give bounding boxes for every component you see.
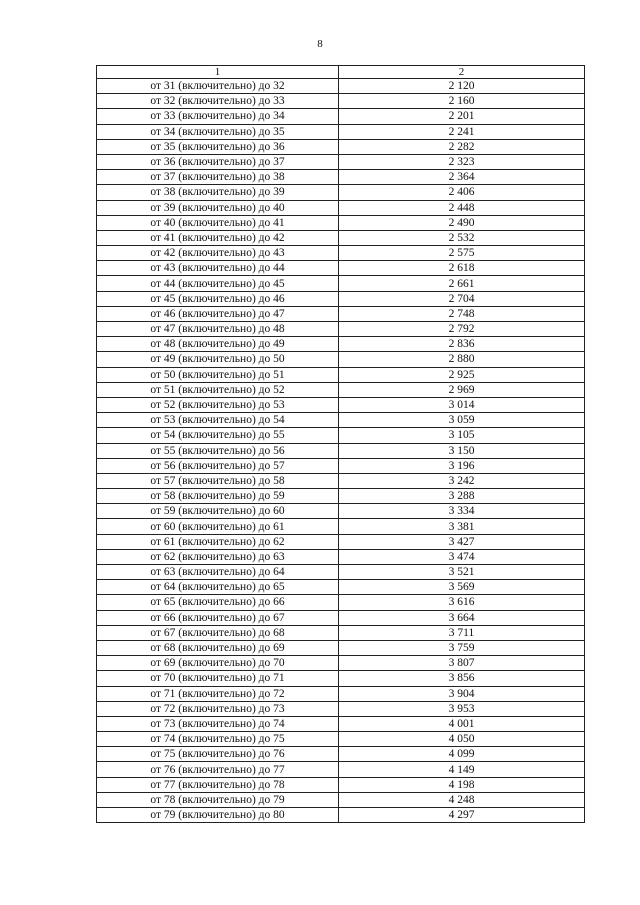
range-cell: от 69 (включительно) до 70: [97, 656, 339, 671]
page-number: 8: [317, 38, 323, 50]
value-cell: 2 448: [339, 200, 585, 215]
value-cell: 2 748: [339, 306, 585, 321]
table-row: [97, 686, 585, 701]
value-cell: 4 149: [339, 762, 585, 777]
value-cell: 2 364: [339, 170, 585, 185]
value-cell: 4 050: [339, 732, 585, 747]
range-cell: от 46 (включительно) до 47: [97, 306, 339, 321]
value-cell: 2 836: [339, 337, 585, 352]
value-cell: 2 323: [339, 154, 585, 169]
range-cell: от 58 (включительно) до 59: [97, 489, 339, 504]
range-cell: от 68 (включительно) до 69: [97, 640, 339, 655]
range-cell: от 47 (включительно) до 48: [97, 322, 339, 337]
table-row: [97, 352, 585, 367]
range-cell: от 53 (включительно) до 54: [97, 413, 339, 428]
range-cell: от 70 (включительно) до 71: [97, 671, 339, 686]
value-cell: 2 661: [339, 276, 585, 291]
table-row: [97, 595, 585, 610]
value-cell: 3 059: [339, 413, 585, 428]
value-cell: 3 759: [339, 640, 585, 655]
table-row: [97, 261, 585, 276]
column-header-2: 2: [339, 66, 585, 79]
value-cell: 2 880: [339, 352, 585, 367]
table-row: [97, 185, 585, 200]
table-row: [97, 413, 585, 428]
value-cell: 3 105: [339, 428, 585, 443]
range-cell: от 36 (включительно) до 37: [97, 154, 339, 169]
value-cell: 3 521: [339, 565, 585, 580]
value-cell: 2 792: [339, 322, 585, 337]
range-cell: от 50 (включительно) до 51: [97, 367, 339, 382]
table-header-row: [97, 66, 585, 79]
range-cell: от 65 (включительно) до 66: [97, 595, 339, 610]
value-cell: 3 288: [339, 489, 585, 504]
table-row: [97, 808, 585, 823]
range-cell: от 38 (включительно) до 39: [97, 185, 339, 200]
value-cell: 4 099: [339, 747, 585, 762]
value-cell: 3 953: [339, 701, 585, 716]
range-cell: от 51 (включительно) до 52: [97, 382, 339, 397]
table-row: [97, 519, 585, 534]
value-cell: 2 490: [339, 215, 585, 230]
table-row: [97, 139, 585, 154]
value-cell: 3 616: [339, 595, 585, 610]
value-cell: 2 532: [339, 230, 585, 245]
range-cell: от 48 (включительно) до 49: [97, 337, 339, 352]
table-row: [97, 458, 585, 473]
value-cell: 3 904: [339, 686, 585, 701]
range-cell: от 62 (включительно) до 63: [97, 549, 339, 564]
range-cell: от 56 (включительно) до 57: [97, 458, 339, 473]
table-row: [97, 747, 585, 762]
range-cell: от 49 (включительно) до 50: [97, 352, 339, 367]
value-cell: 2 704: [339, 291, 585, 306]
range-cell: от 33 (включительно) до 34: [97, 109, 339, 124]
table-row: [97, 473, 585, 488]
value-cell: 2 241: [339, 124, 585, 139]
table-row: [97, 291, 585, 306]
table-row: [97, 397, 585, 412]
table-row: [97, 732, 585, 747]
value-cell: 2 120: [339, 79, 585, 94]
range-cell: от 44 (включительно) до 45: [97, 276, 339, 291]
table-row: [97, 716, 585, 731]
value-cell: 4 297: [339, 808, 585, 823]
table-row: [97, 322, 585, 337]
value-cell: 3 334: [339, 504, 585, 519]
range-cell: от 60 (включительно) до 61: [97, 519, 339, 534]
table-row: [97, 94, 585, 109]
table-row: [97, 382, 585, 397]
range-cell: от 42 (включительно) до 43: [97, 246, 339, 261]
range-cell: от 55 (включительно) до 56: [97, 443, 339, 458]
range-cell: от 76 (включительно) до 77: [97, 762, 339, 777]
table-row: [97, 640, 585, 655]
table-row: [97, 504, 585, 519]
value-cell: 3 664: [339, 610, 585, 625]
value-cell: 2 282: [339, 139, 585, 154]
range-cell: от 75 (включительно) до 76: [97, 747, 339, 762]
value-cell: 4 198: [339, 777, 585, 792]
value-cell: 3 196: [339, 458, 585, 473]
range-cell: от 40 (включительно) до 41: [97, 215, 339, 230]
table-row: [97, 246, 585, 261]
table-row: [97, 656, 585, 671]
value-cell: 3 427: [339, 534, 585, 549]
range-cell: от 59 (включительно) до 60: [97, 504, 339, 519]
value-cell: 3 856: [339, 671, 585, 686]
table-row: [97, 580, 585, 595]
value-cell: 3 381: [339, 519, 585, 534]
value-cell: 2 160: [339, 94, 585, 109]
range-cell: от 52 (включительно) до 53: [97, 397, 339, 412]
range-cell: от 66 (включительно) до 67: [97, 610, 339, 625]
column-header-1: 1: [97, 66, 339, 79]
value-cell: 3 242: [339, 473, 585, 488]
range-cell: от 67 (включительно) до 68: [97, 625, 339, 640]
value-cell: 4 001: [339, 716, 585, 731]
value-cell: 4 248: [339, 792, 585, 807]
range-cell: от 64 (включительно) до 65: [97, 580, 339, 595]
range-cell: от 73 (включительно) до 74: [97, 716, 339, 731]
table-row: [97, 215, 585, 230]
value-cell: 2 925: [339, 367, 585, 382]
table-body: [97, 66, 585, 823]
range-cell: от 71 (включительно) до 72: [97, 686, 339, 701]
range-cell: от 37 (включительно) до 38: [97, 170, 339, 185]
range-cell: от 78 (включительно) до 79: [97, 792, 339, 807]
range-cell: от 63 (включительно) до 64: [97, 565, 339, 580]
value-cell: 3 150: [339, 443, 585, 458]
table-row: [97, 489, 585, 504]
table-row: [97, 200, 585, 215]
table-row: [97, 337, 585, 352]
table-row: [97, 610, 585, 625]
table-row: [97, 124, 585, 139]
range-cell: от 32 (включительно) до 33: [97, 94, 339, 109]
table-row: [97, 230, 585, 245]
table-row: [97, 306, 585, 321]
value-cell: 2 201: [339, 109, 585, 124]
range-cell: от 34 (включительно) до 35: [97, 124, 339, 139]
table-row: [97, 276, 585, 291]
range-cell: от 45 (включительно) до 46: [97, 291, 339, 306]
range-cell: от 61 (включительно) до 62: [97, 534, 339, 549]
table-row: [97, 701, 585, 716]
range-cell: от 77 (включительно) до 78: [97, 777, 339, 792]
range-cell: от 72 (включительно) до 73: [97, 701, 339, 716]
table-row: [97, 792, 585, 807]
value-cell: 2 618: [339, 261, 585, 276]
table-row: [97, 443, 585, 458]
table-row: [97, 565, 585, 580]
range-cell: от 74 (включительно) до 75: [97, 732, 339, 747]
value-cell: 3 711: [339, 625, 585, 640]
range-cell: от 39 (включительно) до 40: [97, 200, 339, 215]
range-cell: от 54 (включительно) до 55: [97, 428, 339, 443]
table-row: [97, 777, 585, 792]
table-row: [97, 549, 585, 564]
table-row: [97, 154, 585, 169]
table-row: [97, 671, 585, 686]
value-cell: 2 406: [339, 185, 585, 200]
value-cell: 3 569: [339, 580, 585, 595]
table-row: [97, 170, 585, 185]
data-table: [96, 65, 585, 823]
value-cell: 3 807: [339, 656, 585, 671]
table-row: [97, 367, 585, 382]
range-cell: от 31 (включительно) до 32: [97, 79, 339, 94]
range-cell: от 57 (включительно) до 58: [97, 473, 339, 488]
table-row: [97, 625, 585, 640]
value-cell: 3 474: [339, 549, 585, 564]
value-cell: 2 969: [339, 382, 585, 397]
table-row: [97, 109, 585, 124]
table-row: [97, 534, 585, 549]
value-cell: 2 575: [339, 246, 585, 261]
table-row: [97, 762, 585, 777]
value-cell: 3 014: [339, 397, 585, 412]
range-cell: от 41 (включительно) до 42: [97, 230, 339, 245]
table-row: [97, 428, 585, 443]
table-row: [97, 79, 585, 94]
range-cell: от 35 (включительно) до 36: [97, 139, 339, 154]
range-cell: от 79 (включительно) до 80: [97, 808, 339, 823]
range-cell: от 43 (включительно) до 44: [97, 261, 339, 276]
